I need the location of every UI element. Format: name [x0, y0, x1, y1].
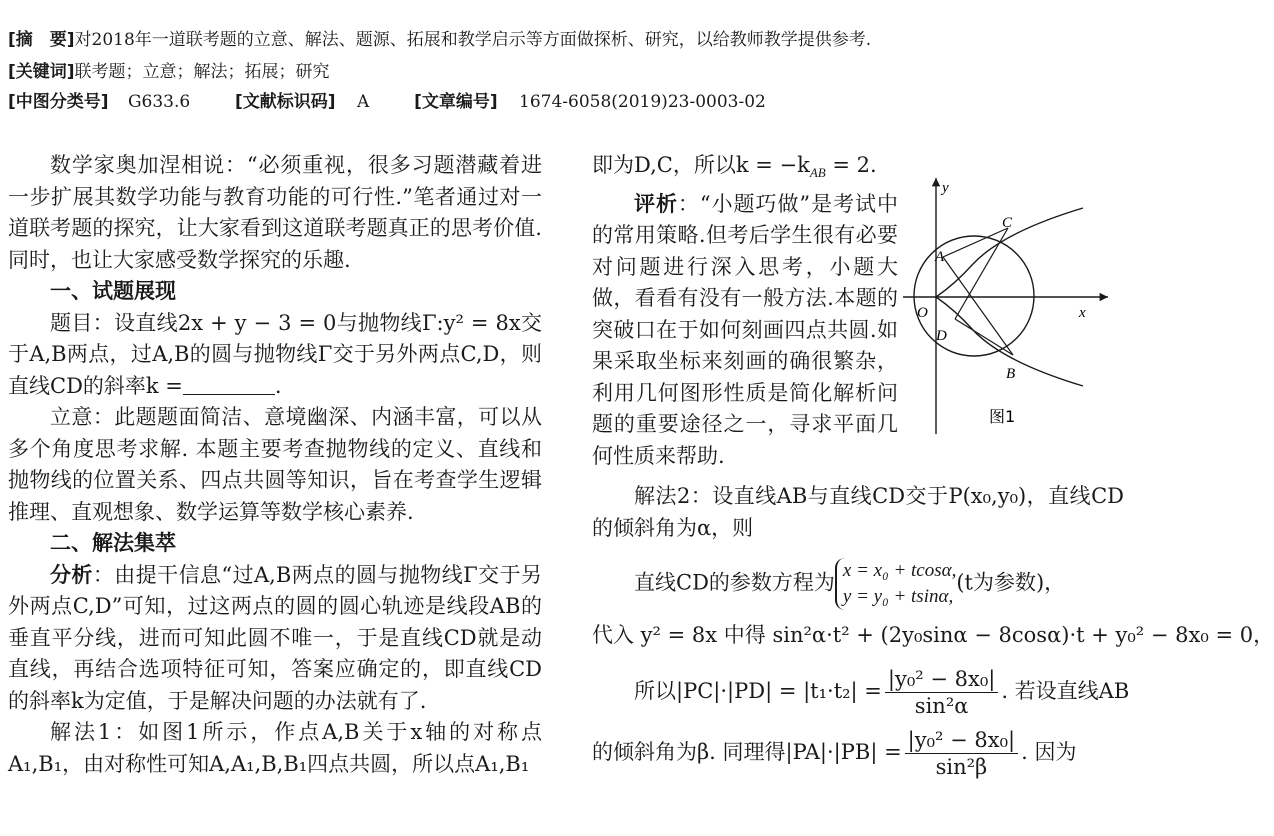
analysis-text: ：由提干信息“过A,B两点的圆与抛物线Γ交于另外两点C,D”可知，过这两点的圆的圆心轨迹是线段AB的垂直平分线，进而可知此圆不唯一，于是直线CD就是动直线，再结合选项特征可知，答案应确定的，即直线CD的斜率k为定值，于是解决问题的办法就有了.: [8, 562, 543, 713]
answer-blank: [183, 374, 275, 395]
comment-label: 评析: [634, 191, 678, 216]
doc-code-label: [文献标识码]: [235, 92, 336, 112]
figure-1: [903, 172, 1125, 434]
param-system: x = x₀ + tcosα, y = y₀ + tsinα,: [835, 558, 956, 610]
comment-paragraph: [592, 189, 898, 473]
section-heading-2: 二、解法集萃: [50, 531, 176, 555]
problem-end: .: [274, 373, 282, 398]
problem-text: 题目：设直线2x + y − 3 = 0与抛物线Γ:y² = 8x交于A,B两点，过A,B的圆与抛物线Γ交于另外两点C,D，则直线CD的斜率k =: [8, 310, 542, 398]
article-no-value: 1674-6058(2019)23-0003-02: [519, 92, 766, 112]
point-d-label: D: [936, 328, 947, 344]
method1-continuation: 即为D,C，所以$k = -k_{AB} = 2$.: [592, 153, 877, 181]
substitution-line: 代入 y² = 8x 中得 sin²α·t² + (2y₀sinα − 8cosα)·t + y₀² − 8x₀ = 0，: [592, 623, 1274, 647]
left-column: [8, 150, 542, 780]
method2-paragraph: 解法2：设直线AB与直线CD交于P(x₀,y₀)，直线CD的倾斜角为α，则: [592, 484, 1124, 540]
clc-label: [中图分类号]: [8, 92, 109, 112]
right-column-bottom: [592, 481, 1274, 780]
x-axis-label: x: [1079, 305, 1086, 321]
fraction-alpha: $\frac{\text{|y₀² − 8x₀|}}{\text{sin²α}}$: [885, 666, 998, 719]
abstract-line: [8, 28, 871, 52]
fraction-beta: $\frac{\text{|y₀² − 8x₀|}}{\text{sin²β}}$: [905, 727, 1018, 780]
section-heading-1: 一、试题展现: [50, 279, 176, 303]
circle: [914, 236, 1034, 356]
analysis-label: 分析: [50, 562, 93, 587]
keywords-label: [关键词]: [8, 62, 75, 82]
abstract-label: [摘 要]: [8, 30, 75, 50]
method1-paragraph: 解法1：如图1所示，作点A,B关于x轴的对称点A₁,B₁，由对称性可知A,A₁,B,B₁四点共圆，所以点A₁,B₁: [8, 720, 542, 776]
figure-caption: 图1: [989, 407, 1016, 426]
analysis-paragraph: [8, 560, 542, 718]
pcpd-line: 所以|PC|·|PD| = |t₁·t₂| = $\frac{\text{|y₀² − 8x₀|}}{\text{sin²α}}$ . 若设直线AB: [634, 666, 1130, 718]
comment-text: ：“小题巧做”是考试中的常用策略.但考后学生很有必要对问题进行深入思考，小题大做，看看有没有一般方法.本题的突破口在于如何刻画四点共圆.如果采取坐标来刻画的确很繁杂，利用几何图形性质是简化解析问题的重要途径之一，寻求平面几何性质来帮助.: [592, 191, 898, 468]
abstract-text: 对2018年一道联考题的立意、解法、题源、拓展和教学启示等方面做探析、研究，以给教师教学提供参考.: [74, 30, 872, 50]
keywords-line: [8, 60, 330, 84]
point-c-label: C: [1002, 215, 1013, 231]
segment-db: [955, 319, 1013, 355]
origin-label: O: [917, 305, 928, 321]
problem-paragraph: [8, 308, 542, 403]
intent-paragraph: 立意：此题题面简洁、意境幽深、内涵丰富，可以从多个角度思考求解. 本题主要考查抛物线的定义、直线和抛物线的位置关系、四点共圆等知识，旨在考查学生逻辑推理、直观想象、数学运算等数学核心素养.: [8, 405, 542, 524]
clc-value: G633.6: [127, 92, 191, 112]
keywords-text: 联考题；立意；解法；拓展；研究: [74, 62, 330, 82]
classification-line: [8, 90, 766, 114]
param-equation-line: 直线CD的参数方程为 x = x₀ + tcosα, y = y₀ + tsinα, (t为参数)，: [592, 558, 1124, 610]
point-b-label: B: [1006, 366, 1016, 382]
point-a-label: A: [935, 249, 945, 265]
doc-code-value: A: [356, 92, 370, 112]
y-axis-label: y: [942, 180, 949, 196]
intro-paragraph: 数学家奥加涅相说：“必须重视，很多习题潜藏着进一步扩展其数学功能与教育功能的可行性.”笔者通过对一道联考题的探究，让大家看到这道联考题真正的思考价值.同时，也让大家感受数学探究的乐趣.: [8, 153, 542, 272]
right-column-top: [592, 150, 898, 472]
segment-ac: [943, 228, 1008, 257]
article-no-label: [文章编号]: [414, 92, 498, 112]
segment-ab: [943, 257, 1013, 355]
papb-line: 的倾斜角为β. 同理得|PA|·|PB| = $\frac{\text{|y₀² − 8x₀|}}{\text{sin²β}}$ . 因为: [592, 727, 1077, 779]
segment-cd: [955, 228, 1008, 319]
